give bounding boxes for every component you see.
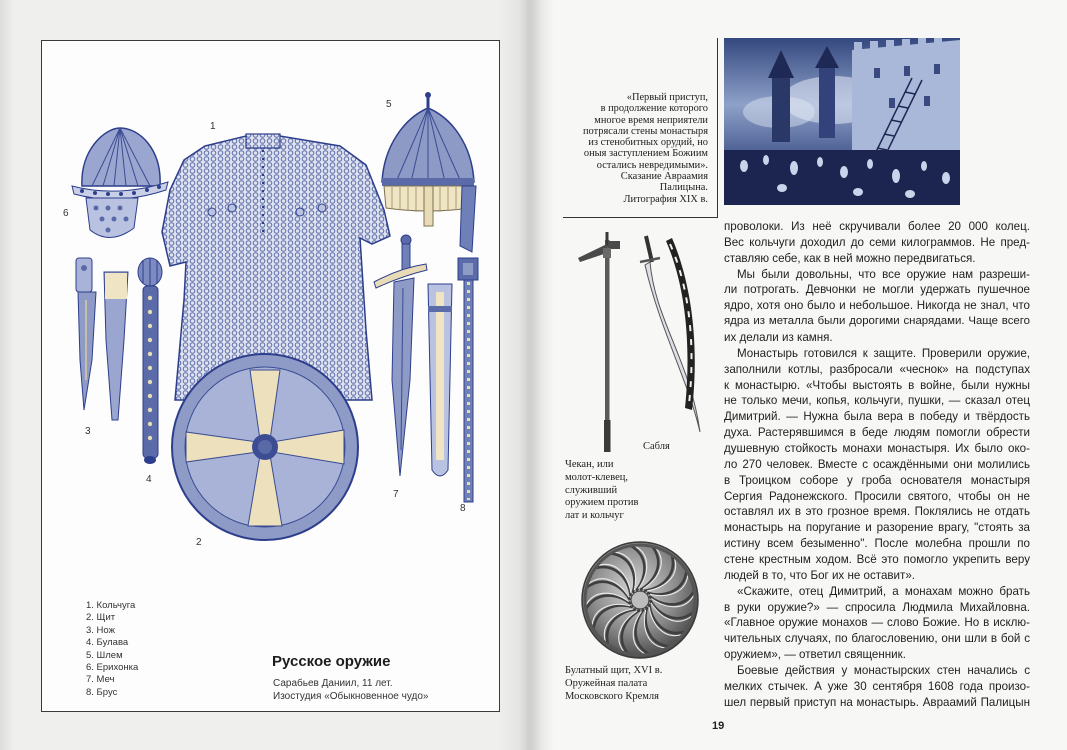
text-line: ло 270 человек. Вместе с осаждёнными они молились <box>724 457 1030 471</box>
legend-item: 5. Шлем <box>86 649 123 661</box>
caption-line: Палицына. <box>659 182 708 194</box>
text-line: «Скажите, отец Димитрий, а монахам можно брать <box>737 584 1030 598</box>
mace-drawing <box>138 258 162 464</box>
caption-line: из стенобитных орудий, но <box>588 137 708 149</box>
legend-item: 4. Булава <box>86 637 129 649</box>
text-line: ядра из металла были дорогими снарядами. Чаще всего <box>724 315 1030 328</box>
sword-drawing <box>374 235 427 476</box>
text-line: духа. Растерявшимся в беде людям помогли обрести <box>724 426 1030 440</box>
brus-mace-drawing <box>458 258 478 502</box>
text-line: оружием», — ответил священник. <box>724 648 906 662</box>
text-line: душевную стойкость монахи монастыря. Их было око- <box>724 442 1030 456</box>
caption-line: потрясали стены монастыря <box>582 125 708 137</box>
text-line: Боевые действия у монастырских стен начались с <box>737 664 1030 678</box>
text-line: ядро, хотя оно было и небольшое. Никогда не знал, что <box>724 299 1030 313</box>
figure-label-7: 7 <box>393 489 399 500</box>
figure-label-3: 3 <box>85 426 91 437</box>
text-line: ли потрогать. Девчонки не могли удержать пушечное <box>724 283 1030 297</box>
lithograph-caption <box>556 92 708 205</box>
legend-item: 2. Щит <box>86 612 116 624</box>
paragraph <box>724 346 1030 584</box>
text-line: Сергия Радонежского. Просили святого, чтобы он не <box>724 489 1030 503</box>
paragraph <box>724 219 1030 267</box>
text-line: в руки оружие?» — спросила Людмила Михайловна. <box>724 600 1030 614</box>
drawing-author: Сарабьев Даниил, 11 лет. <box>273 678 393 689</box>
text-line: Вес кольчуги доходил до семи килограммов. Не пред- <box>724 235 1030 249</box>
sabre-caption: Сабля <box>643 441 670 452</box>
caption-line: Чекан, или <box>565 459 614 470</box>
text-line: Димитрий. — Нужна была вера в победу и твёрдость <box>724 410 1030 424</box>
weapons-legend <box>86 600 138 699</box>
caption-line: Литография XIX в. <box>623 193 708 205</box>
paragraph <box>724 267 1030 346</box>
text-line: мелких стычек. А уже 30 сентября 1608 года произо- <box>724 679 1030 693</box>
text-line: их делали из камня. <box>724 331 833 345</box>
caption-line: в продолжение которого <box>600 103 708 115</box>
book-gutter <box>498 0 554 750</box>
caption-line: Сказание Авраамия <box>620 171 708 183</box>
text-line: Мы были довольны, что все оружие нам разреши- <box>737 267 1030 281</box>
figure-label-2: 2 <box>196 537 202 548</box>
caption-line: молот-клевец, <box>565 471 628 483</box>
paragraph <box>724 663 1030 711</box>
chekan-caption <box>565 459 638 523</box>
helmet-drawing <box>382 92 476 252</box>
text-line: к монастырю. «Чтобы выстоять в войне, были нужны <box>724 378 1030 392</box>
sabre-image <box>638 230 708 440</box>
horizontal-rule <box>563 217 718 218</box>
body-text <box>724 219 1030 711</box>
drawing-studio: Изостудия «Обыкновенное чудо» <box>273 691 429 702</box>
caption-line: остались невредимыми». <box>596 159 708 171</box>
text-line: Монастырь готовился к защите. Проверили оружие, <box>737 346 1030 360</box>
text-line: проволоки. Из неё скручивали более 20 000 колец. <box>724 220 1030 233</box>
text-line: истину всем безыменно". После молебна прошли по <box>724 537 1030 551</box>
text-line: монастырь на поругание и разорение врагу, "стоять за <box>724 521 1030 535</box>
drawing-title: Русское оружие <box>272 653 391 670</box>
legend-item: 7. Меч <box>86 674 115 686</box>
yerikhonka-helmet-drawing <box>72 128 168 238</box>
caption-line: служивший <box>565 484 618 496</box>
knife-drawing <box>76 258 96 410</box>
drawing-credits <box>273 677 428 703</box>
caption-line: оныя заступлением Божиим <box>583 148 708 160</box>
page-edge-shadow <box>0 0 14 750</box>
paragraph <box>724 584 1030 663</box>
text-line: шел первый приступ на монастырь. Авраамий Палицын <box>724 695 1030 709</box>
knife-sheath-drawing <box>104 272 128 420</box>
besieging-crowd <box>724 150 960 205</box>
caption-line: Булатный щит, XVI в. <box>565 665 663 676</box>
text-line: заполнили котлы, разбросали «чеснок» на подступах <box>724 362 1030 376</box>
caption-line: многое время неприятели <box>594 114 708 126</box>
shield-caption <box>565 664 662 703</box>
caption-line: оружием против <box>565 497 639 509</box>
figure-label-8: 8 <box>460 503 466 514</box>
text-line: не только мечи, копья, кольчуги, пушки, — сказал отец <box>724 394 1030 408</box>
legend-item: 8. Брус <box>86 686 118 698</box>
vertical-rule <box>717 38 718 218</box>
text-line: «Главное оружие монахов — слово Божие. Но в исклю- <box>724 616 1030 630</box>
caption-line: Московского Кремля <box>565 691 659 702</box>
text-line: оставлял их в это грозное время. Поклялись не отдать <box>724 505 1030 519</box>
legend-item: 6. Ерихонка <box>86 662 139 674</box>
shield-drawing <box>172 354 358 540</box>
caption-line: Оружейная палата <box>565 678 648 689</box>
text-line: людей в то, что Бог их не оставит». <box>724 568 916 582</box>
page-number: 19 <box>712 720 725 732</box>
figure-label-1: 1 <box>210 121 216 132</box>
legend-item: 1. Кольчуга <box>86 600 136 611</box>
caption-line: «Первый приступ, <box>626 92 708 103</box>
figure-label-5: 5 <box>386 99 392 110</box>
figure-label-4: 4 <box>146 474 152 485</box>
russian-weapons-drawing <box>41 40 500 590</box>
caption-line: лат и кольчуг <box>565 510 624 522</box>
text-line: ставляю себе, как в ней можно передвигаться. <box>724 251 976 265</box>
sword-sheath-drawing <box>428 284 452 476</box>
chekan-image <box>570 228 630 456</box>
siege-lithograph <box>724 38 960 205</box>
figure-label-6: 6 <box>63 208 69 219</box>
text-line: стене крестным ходом. Всё это помогло укрепить веру <box>724 553 1030 567</box>
legend-item: 3. Нож <box>86 624 115 636</box>
text-line: чительных случаях, по благословению, они шли в бой с <box>724 632 1030 646</box>
text-line: в Троицком соборе у гроба основателя монастыря <box>724 473 1030 487</box>
damask-shield-photo <box>580 538 700 662</box>
